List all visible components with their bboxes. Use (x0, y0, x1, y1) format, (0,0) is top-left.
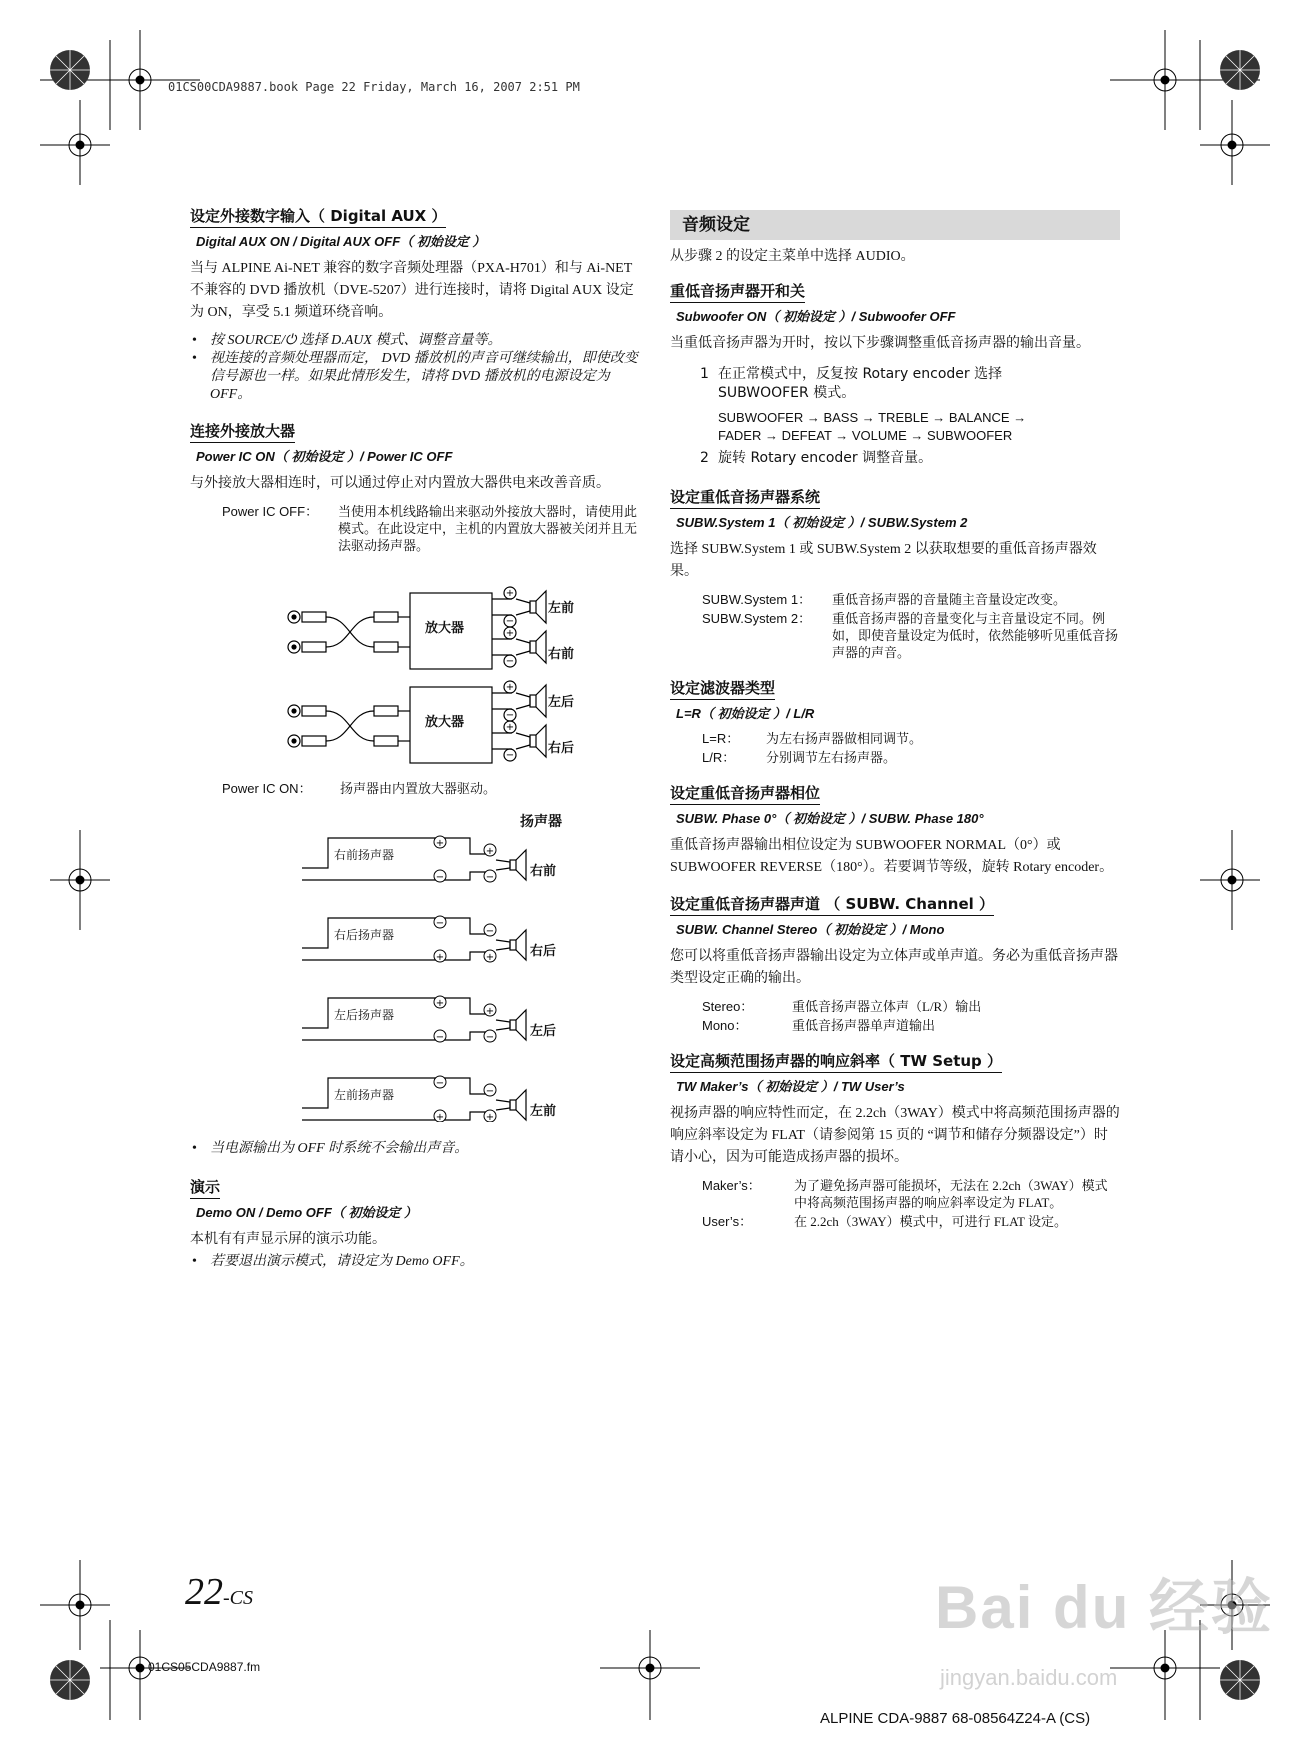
body-subw-system: 选择 SUBW.System 1 或 SUBW.System 2 以获取想要的重低音扬声器效果。 (670, 542, 1097, 579)
watermark-url: jingyan.baidu.com (940, 1665, 1118, 1690)
svg-text:+: + (435, 952, 445, 963)
section-sub-channel: SUBW. Channel Stereo（ 初始设定 ）/ Mono (676, 922, 945, 937)
amp-label-1: 放大器 (425, 621, 465, 636)
svg-text:−: − (435, 1078, 445, 1089)
def-value: 当使用本机线路输出来驱动外接放大器时，请使用此模式。在此设定中，主机的内置放大器被关闭并且无法驱动扬声器。 (338, 504, 638, 553)
watermark-main: Bai du 经验 (935, 1574, 1274, 1641)
audio-intro: 从步骤 2 的设定主菜单中选择 AUDIO。 (670, 249, 915, 264)
step-number: 2 (700, 450, 709, 466)
footer-model: ALPINE CDA-9887 68-08564Z24-A (CS) (820, 1710, 1091, 1727)
def-key: Power IC OFF： (222, 504, 319, 519)
svg-text:+: + (485, 1006, 495, 1017)
def-lr-same (702, 730, 1120, 747)
footer-file: 01CS05CDA9887.fm (148, 1660, 261, 1674)
section-title-phase: 设定重低音扬声器相位 (670, 782, 820, 805)
step-2 (700, 449, 1120, 468)
def-power-ic-off (222, 503, 640, 554)
def-makers (702, 1177, 1120, 1211)
speaker-label-front-left: 左前 (548, 601, 575, 616)
body-ext-amp: 与外接放大器相连时，可以通过停止对内置放大器供电来改善音质。 (190, 476, 610, 491)
def-value: 重低音扬声器立体声（L/R）输出 (792, 999, 982, 1014)
def-key: Maker’s： (702, 1178, 761, 1193)
section-title-demo: 演示 (190, 1176, 220, 1199)
def-value: 分别调节左右扬声器。 (766, 750, 897, 765)
def-key: L=R： (702, 731, 740, 746)
flow-line-2: FADER → DEFEAT → VOLUME → SUBWOOFER (718, 428, 1013, 443)
section-title-ext-amp: 连接外接放大器 (190, 420, 295, 443)
section-title-channel: 设定重低音扬声器声道 （ SUBW. Channel ） (670, 893, 994, 916)
out-label-1: 右前 (530, 864, 557, 879)
body-tw-setup: 视扬声器的响应特性而定，在 2.2ch（3WAY）模式中将高频范围扬声器的响应斜率设定为 FLAT（请参阅第 15 页的 “调节和储存分频器设定”）时请小心，因为可能造成扬声器的损坏。 (670, 1106, 1120, 1165)
step-text: 在正常模式中，反复按 Rotary encoder 选择 SUBWOOFER 模式。 (718, 366, 1003, 401)
def-subw-system-2 (702, 610, 1120, 661)
bullet-dvd-power: • 视连接的音频处理器而定， DVD 播放机的声音可继续输出，即使改变信号源也一样。如果此情形发生，请将 DVD 播放机的电源设定为 OFF。 (190, 350, 640, 404)
def-value: 重低音扬声器单声道输出 (792, 1018, 936, 1033)
svg-text:−: − (485, 926, 495, 937)
body-subwoofer: 当重低音扬声器为开时，按以下步骤调整重低音扬声器的输出音量。 (670, 336, 1090, 351)
def-key: Power IC ON： (222, 781, 312, 796)
body-phase: 重低音扬声器输出相位设定为 SUBWOOFER NORMAL（0°）或 SUBWOOFER REVERSE（180°）。若要调节等级，旋转 Rotary encoder。 (670, 838, 1114, 875)
svg-text:−: − (485, 1032, 495, 1043)
svg-text:+: + (485, 1112, 495, 1122)
svg-text:+: + (505, 628, 515, 639)
section-sub-demo: Demo ON / Demo OFF（ 初始设定 ） (196, 1205, 418, 1220)
svg-text:−: − (505, 750, 515, 761)
section-title-digital-aux: 设定外接数字输入（ Digital AUX ） (190, 205, 446, 228)
step-1 (700, 365, 1120, 403)
def-power-ic-on (222, 780, 642, 797)
def-lr-separate (702, 749, 1120, 766)
page-number-value: 22 (185, 1571, 223, 1613)
svg-text:−: − (505, 656, 515, 667)
speaker-label-rear-left: 左后 (548, 695, 575, 710)
svg-text:+: + (505, 722, 515, 733)
svg-text:−: − (505, 710, 515, 721)
svg-text:+: + (485, 952, 495, 963)
section-title-subwoofer: 重低音扬声器开和关 (670, 280, 805, 303)
out-label-4: 左前 (530, 1104, 557, 1119)
speaker-header: 扬声器 (520, 814, 562, 830)
svg-text:−: − (485, 872, 495, 883)
svg-text:+: + (435, 838, 445, 849)
def-key: SUBW.System 2： (702, 611, 812, 626)
def-key: Mono： (702, 1018, 748, 1033)
body-demo: 本机有有声显示屏的演示功能。 (190, 1232, 386, 1247)
svg-text:+: + (435, 998, 445, 1009)
speaker-label-rear-right: 右后 (548, 741, 575, 756)
bullet-source: • 按 SOURCE/⏻ 选择 D.AUX 模式、调整音量等。 (190, 332, 640, 350)
flow-line-1: SUBWOOFER → BASS → TREBLE → BALANCE → (718, 410, 1027, 425)
def-value: 为了避免扬声器可能损坏，无法在 2.2ch（3WAY）模式中将高频范围扬声器的响应斜率设定为 FLAT。 (794, 1178, 1108, 1210)
amp-label-2: 放大器 (425, 715, 465, 730)
def-stereo (702, 998, 1120, 1015)
svg-text:−: − (505, 616, 515, 627)
def-value: 为左右扬声器做相同调节。 (766, 731, 923, 746)
out-label-2: 右后 (530, 944, 557, 959)
body-channel: 您可以将重低音扬声器输出设定为立体声或单声道。务必为重低音扬声器类型设定正确的输出。 (670, 949, 1118, 986)
audio-settings-header: 音频设定 (670, 210, 1120, 240)
section-sub-filter: L=R（ 初始设定 ）/ L/R (676, 706, 815, 721)
section-sub-tw-setup: TW Maker’s（ 初始设定 ）/ TW User’s (676, 1079, 905, 1094)
svg-text:+: + (505, 682, 515, 693)
right-column (670, 210, 1120, 1232)
def-mono (702, 1017, 1120, 1034)
def-value: 在 2.2ch（3WAY）模式中，可进行 FLAT 设定。 (794, 1214, 1068, 1229)
step-text: 旋转 Rotary encoder 调整音量。 (718, 450, 933, 466)
section-sub-digital-aux: Digital AUX ON / Digital AUX OFF（ 初始设定 ） (196, 234, 486, 249)
svg-text:+: + (435, 1112, 445, 1122)
def-value: 扬声器由内置放大器驱动。 (340, 781, 497, 796)
left-column-lower (190, 1140, 640, 1271)
wire-label-fr: 右前扬声器 (334, 848, 395, 862)
def-key: User’s： (702, 1214, 753, 1229)
wire-label-rr: 右后扬声器 (334, 928, 395, 942)
speaker-wiring-diagram (300, 832, 560, 1122)
page-number (185, 1570, 253, 1614)
def-key: SUBW.System 1： (702, 592, 812, 607)
def-value: 重低音扬声器的音量变化与主音量设定不同。例如，即使音量设定为低时，依然能够听见重低音扬声器的声音。 (832, 611, 1119, 660)
bullet-demo-off: • 若要退出演示模式，请设定为 Demo OFF。 (190, 1253, 640, 1271)
wire-label-rl: 左后扬声器 (334, 1008, 395, 1022)
def-value: 重低音扬声器的音量随主音量设定改变。 (832, 592, 1067, 607)
section-title-subw-system: 设定重低音扬声器系统 (670, 486, 820, 509)
section-sub-subw-system: SUBW.System 1（ 初始设定 ）/ SUBW.System 2 (676, 515, 968, 530)
step-number: 1 (700, 366, 709, 382)
def-key: Stereo： (702, 999, 754, 1014)
def-subw-system-1 (702, 591, 1120, 608)
section-title-filter: 设定滤波器类型 (670, 677, 775, 700)
speaker-label-front-right: 右前 (548, 647, 575, 662)
svg-text:−: − (485, 1086, 495, 1097)
left-column (190, 205, 640, 556)
def-key: L/R： (702, 750, 736, 765)
bullet-power-off: • 当电源输出为 OFF 时系统不会输出声音。 (190, 1140, 640, 1158)
out-label-3: 左后 (530, 1024, 557, 1039)
wire-label-fl: 左前扬声器 (334, 1088, 395, 1102)
body-digital-aux: 当与 ALPINE Ai-NET 兼容的数字音频处理器（PXA-H701）和与 Ai-NET 不兼容的 DVD 播放机（DVE-5207）进行连接时，请将 Digital AUX 设定为 ON，享受 5.1 频道环绕音响。 (190, 261, 634, 320)
svg-text:−: − (435, 872, 445, 883)
svg-text:+: + (485, 846, 495, 857)
svg-text:−: − (435, 918, 445, 929)
svg-text:−: − (435, 1032, 445, 1043)
svg-text:+: + (505, 588, 515, 599)
section-title-tw-setup: 设定高频范围扬声器的响应斜率（ TW Setup ） (670, 1050, 1002, 1073)
file-header: 01CS00CDA9887.book Page 22 Friday, March 16, 2007 2:51 PM (168, 80, 580, 94)
section-sub-subwoofer: Subwoofer ON（ 初始设定 ）/ Subwoofer OFF (676, 309, 956, 324)
page-number-suffix: -CS (223, 1587, 253, 1609)
section-sub-ext-amp: Power IC ON（ 初始设定 ）/ Power IC OFF (196, 449, 453, 464)
def-users (702, 1213, 1120, 1230)
section-sub-phase: SUBW. Phase 0°（ 初始设定 ）/ SUBW. Phase 180° (676, 811, 984, 826)
